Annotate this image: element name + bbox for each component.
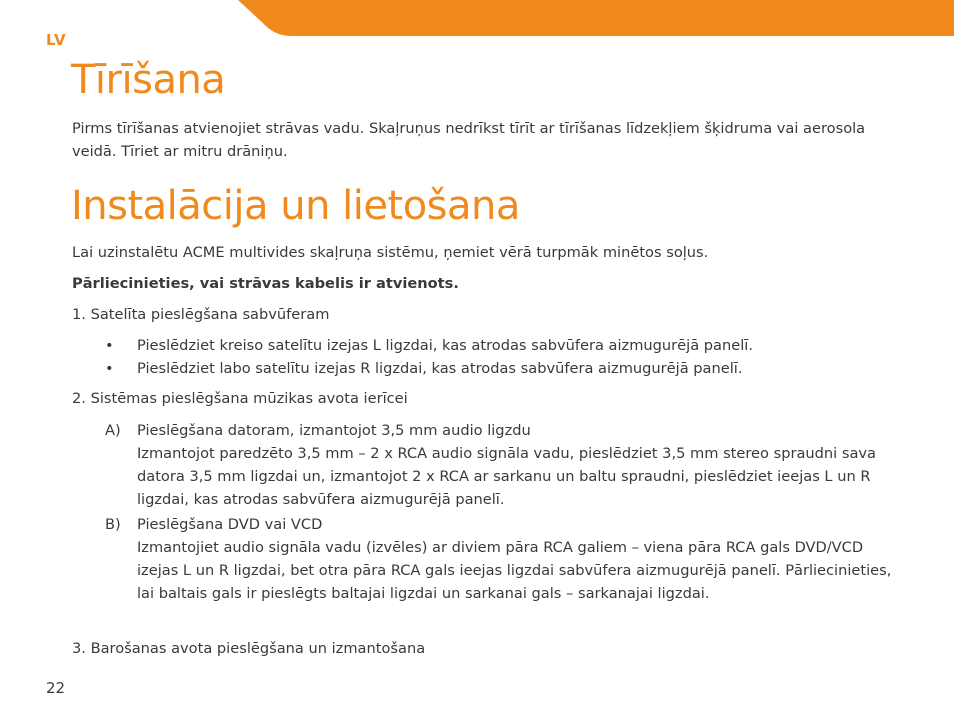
option-text: Izmantojiet audio signāla vadu (izvēles) ar diviem pāra RCA galiem – viena pāra RCA gals DVD/VCD izejas L un R ligzdai, bet otra pāra RCA gals ieejas ligzdai sabvūfera aizmugurējā panelī. Pārliecinieties, lai baltais gals ir pieslēgts baltajai ligzdai un sarkanai gals – sarkanajai ligzdai. [137,539,892,602]
step-2-title: 2. Sistēmas pieslēgšana mūzikas avota ierīcei [72,390,408,407]
option-text: Izmantojot paredzēto 3,5 mm – 2 x RCA audio signāla vadu, pieslēdziet 3,5 mm stereo spraudni sava datora 3,5 mm ligzdai un, izmantojot 2 x RCA ar sarkanu un baltu spraudni, pieslēdziet ieejas L un R ligzdai, kas atrodas sabvūfera aizmugurējā panelī. [137,445,876,508]
option-title: Pieslēgšana datoram, izmantojot 3,5 mm audio ligzdu [137,422,531,439]
option-b [105,513,905,605]
page-number: 22 [46,679,66,697]
language-tag: LV [46,31,67,49]
step-1-title: 1. Satelīta pieslēgšana sabvūferam [72,306,330,323]
header-accent-band [0,0,954,36]
step-1-bullet-list [102,334,902,380]
power-cable-warning: Pārliecinieties, vai strāvas kabelis ir atvienots. [72,275,459,292]
option-title: Pieslēgšana DVD vai VCD [137,516,323,533]
list-item [102,334,902,357]
option-marker: B) [105,516,121,533]
bullet-icon: • [105,360,114,377]
cleaning-paragraph: Pirms tīrīšanas atvienojiet strāvas vadu. Skaļruņus nedrīkst tīrīt ar tīrīšanas līdzekļiem šķidruma vai aerosola veidā. Tīriet ar mitru drāniņu. [72,120,866,160]
step-3-title: 3. Barošanas avota pieslēgšana un izmantošana [72,640,426,657]
bullet-icon: • [105,337,114,354]
bullet-text: Pieslēdziet labo satelītu izejas R ligzdai, kas atrodas sabvūfera aizmugurējā panelī. [137,360,743,377]
option-a [105,419,905,511]
option-marker: A) [105,422,121,439]
installation-heading: Instalācija un lietošana [71,183,520,229]
cleaning-heading: Tīrīšana [71,57,226,103]
list-item [102,357,902,380]
bullet-text: Pieslēdziet kreiso satelītu izejas L ligzdai, kas atrodas sabvūfera aizmugurējā panelī. [137,337,753,354]
installation-intro: Lai uzinstalētu ACME multivides skaļruņa sistēmu, ņemiet vērā turpmāk minētos soļus. [72,244,709,261]
